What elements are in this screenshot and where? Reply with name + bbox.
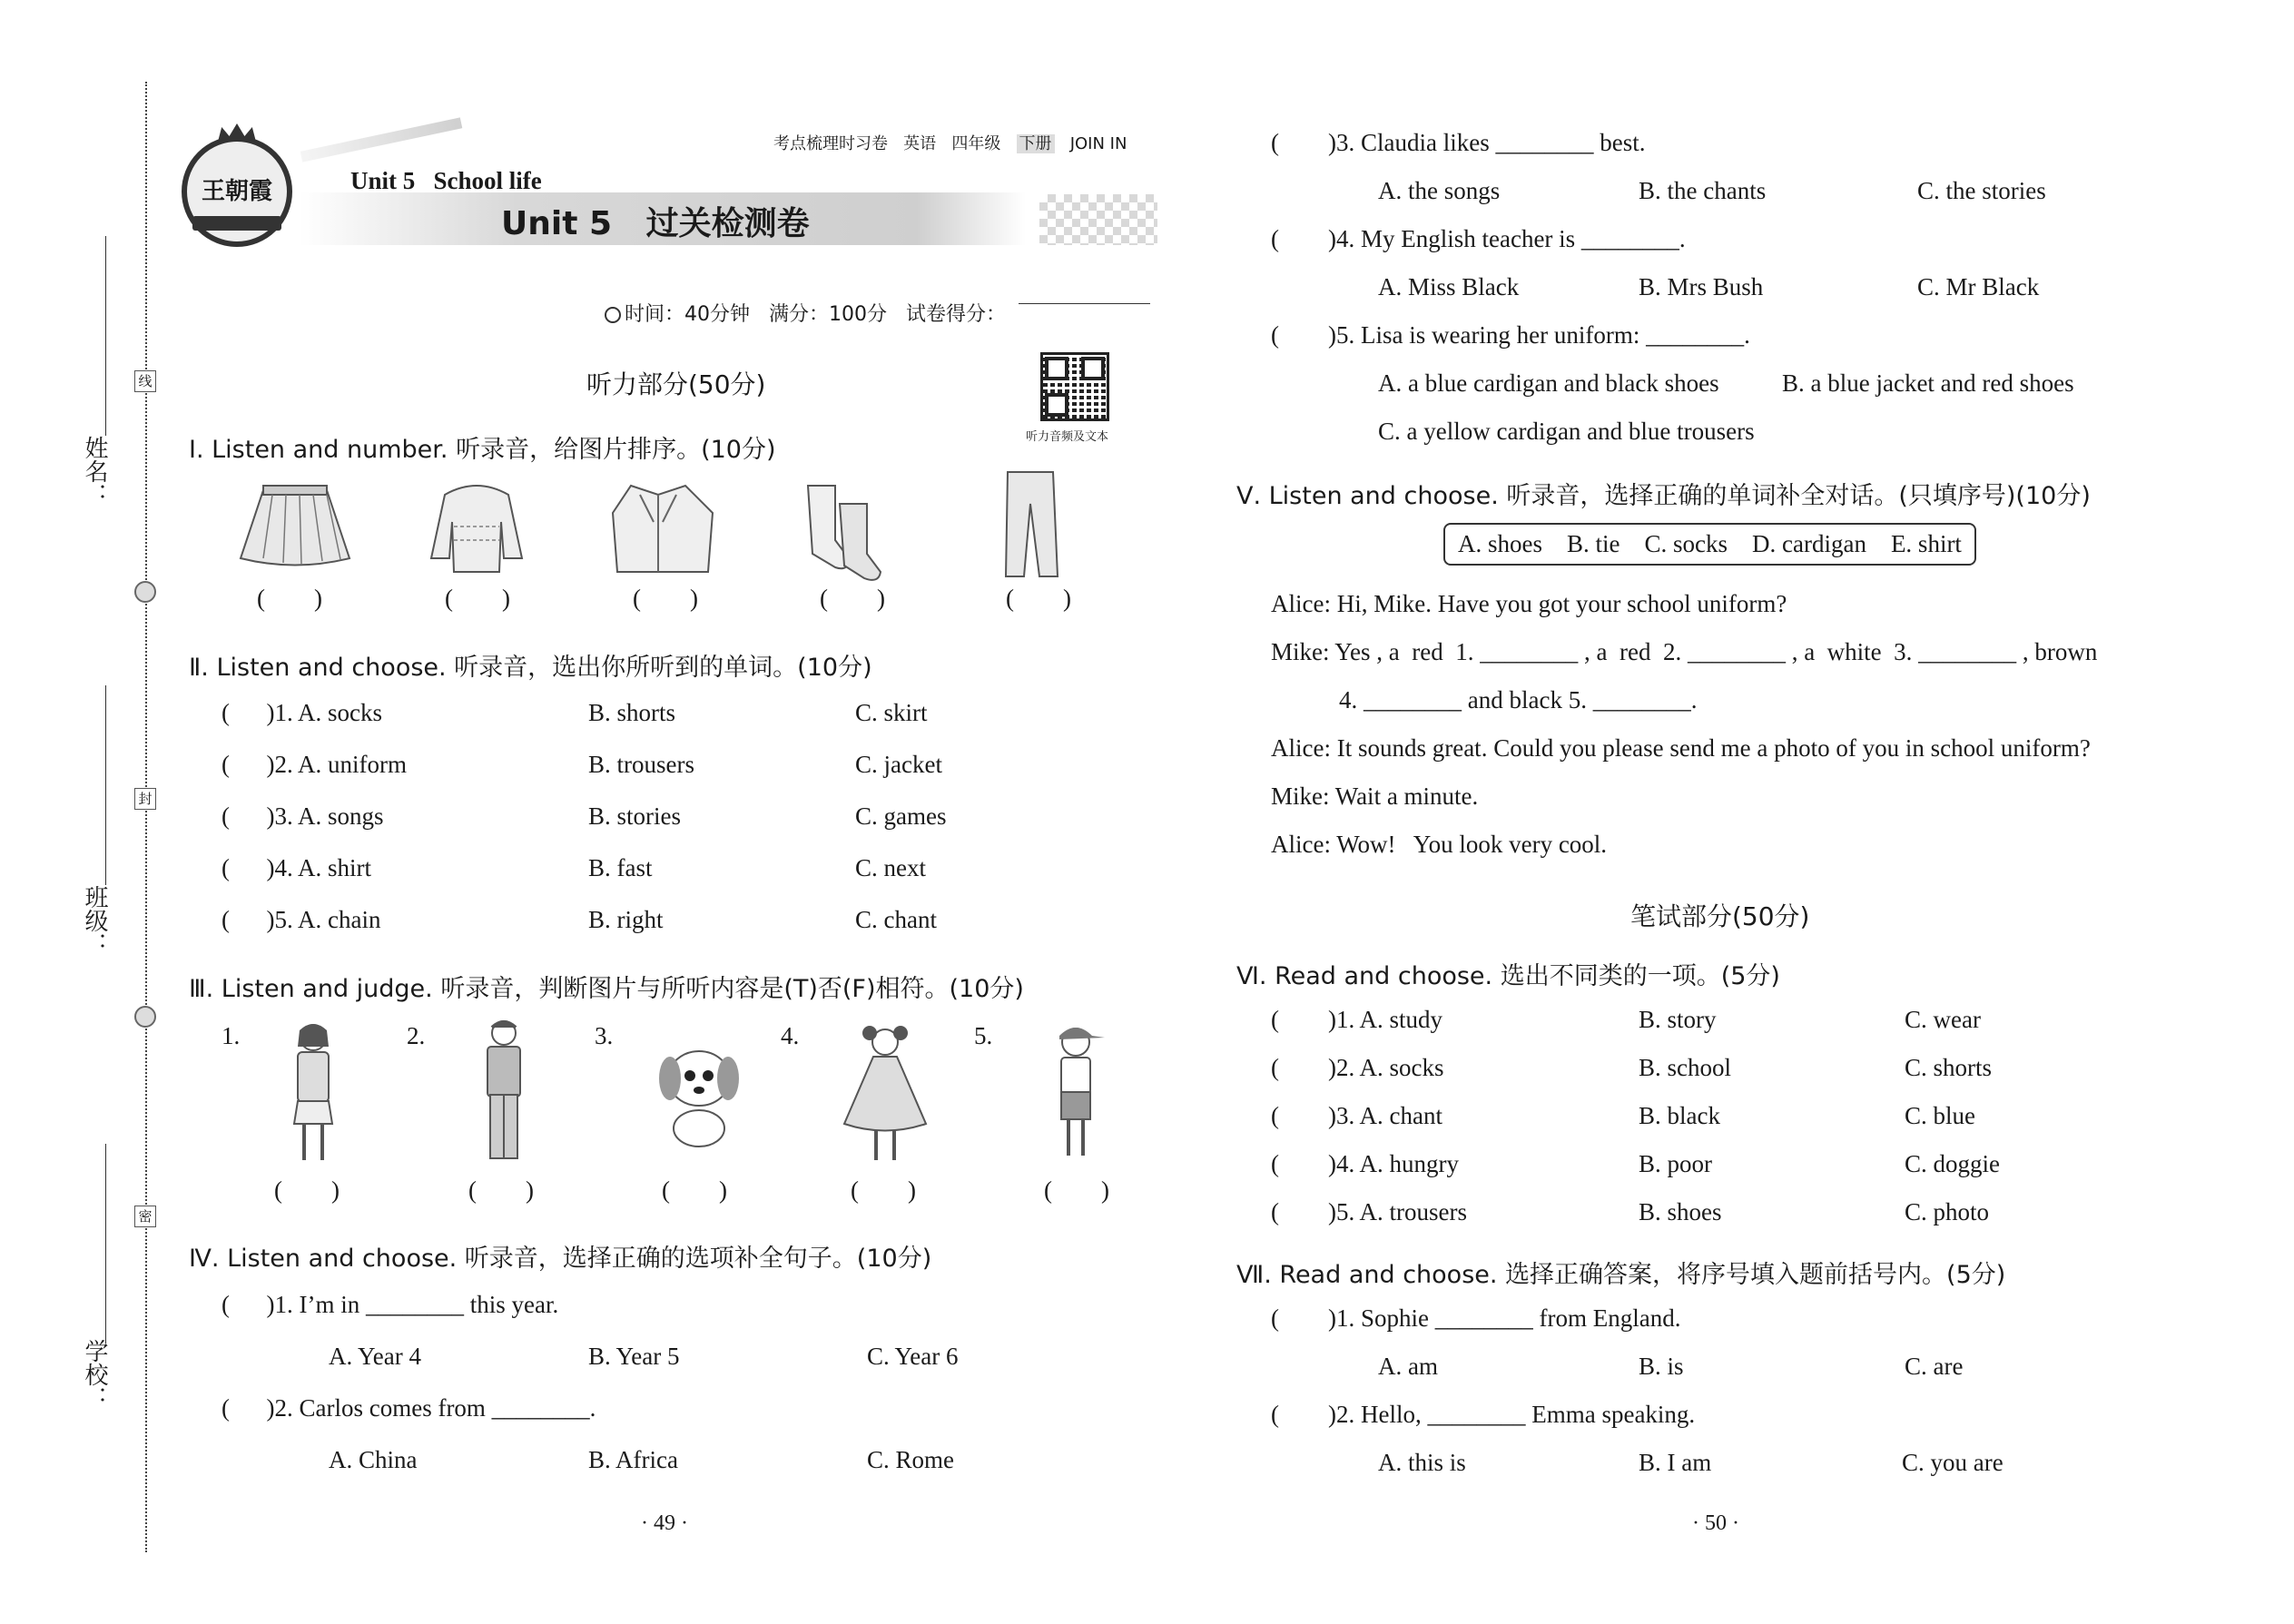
trousers-icon [1006, 472, 1058, 576]
section6-q3-b[interactable]: B. black [1639, 1102, 1720, 1129]
section2-q4[interactable]: ( )4. A. shirt [222, 854, 371, 881]
header-checker [1039, 194, 1157, 245]
section6-q5[interactable]: ( )5. A. trousers [1271, 1198, 1467, 1225]
jacket-icon [613, 486, 713, 572]
section3-images [263, 1015, 1135, 1169]
boy-in-cap-icon [1059, 1028, 1105, 1156]
section6-q5-c[interactable]: C. photo [1905, 1198, 1990, 1225]
section4-q3-a[interactable]: A. the songs [1378, 177, 1501, 204]
section6-q1-b[interactable]: B. story [1639, 1006, 1717, 1033]
section4-q2-b[interactable]: B. Africa [588, 1446, 678, 1473]
header-series-info [773, 131, 1127, 154]
section4-q2-a[interactable]: A. China [329, 1446, 418, 1473]
section6-q1-c[interactable]: C. wear [1905, 1006, 1981, 1033]
logo-crown-icon [218, 123, 256, 142]
page-number-left: · 49 · [641, 1511, 688, 1535]
header-subject: 英语 [903, 134, 937, 153]
section6-q3[interactable]: ( )3. A. chant [1271, 1102, 1442, 1129]
section7-q1-a[interactable]: A. am [1378, 1353, 1438, 1380]
binding-circle-icon [134, 1006, 156, 1028]
section3-bracket[interactable]: ( ) [1044, 1176, 1109, 1204]
section5-title: Ⅴ. Listen and choose. 听录音，选择正确的单词补全对话。(只填序号)(10分) [1236, 482, 2091, 510]
section4-q3-c[interactable]: C. the stories [1917, 177, 2046, 204]
section4-q3-b[interactable]: B. the chants [1639, 177, 1767, 204]
section2-q2-c[interactable]: C. jacket [855, 751, 942, 778]
header-term: 下册 [1017, 134, 1055, 153]
puppy-icon [659, 1051, 739, 1147]
section2-q2-b[interactable]: B. trousers [588, 751, 694, 778]
section6-q1[interactable]: ( )1. A. study [1271, 1006, 1442, 1033]
section1-images [227, 463, 1108, 586]
section7-q2-a[interactable]: A. this is [1378, 1449, 1466, 1476]
section4-q5[interactable]: ( )5. Lisa is wearing her uniform: ________. [1271, 321, 1750, 349]
section6-q3-c[interactable]: C. blue [1905, 1102, 1975, 1129]
dialogue-line-5: Mike: Wait a minute. [1271, 782, 1479, 810]
socks-icon [808, 486, 881, 580]
section2-q3-c[interactable]: C. games [855, 802, 947, 830]
section3-bracket[interactable]: ( ) [468, 1176, 534, 1204]
section3-bracket[interactable]: ( ) [851, 1176, 916, 1204]
section6-title: Ⅵ. Read and choose. 选出不同类的一项。(5分) [1236, 962, 1780, 990]
section2-q5-c[interactable]: C. chant [855, 906, 937, 933]
binding-dotted-line [145, 82, 147, 1552]
section4-q4-c[interactable]: C. Mr Black [1917, 273, 2040, 300]
header-edition: JOIN IN [1069, 134, 1127, 153]
unit-label: Unit 5 School life [350, 167, 542, 194]
section2-q1-c[interactable]: C. skirt [855, 699, 928, 726]
section2-q5[interactable]: ( )5. A. chain [222, 906, 381, 933]
binding-circle-icon [134, 581, 156, 603]
exam-meta [592, 276, 1006, 327]
section4-q5-a[interactable]: A. a blue cardigan and black shoes [1378, 369, 1719, 397]
sweater-icon [431, 486, 522, 572]
section3-number: 1. [222, 1022, 241, 1049]
header-series: 考点梳理时习卷 [773, 134, 888, 153]
section4-q4[interactable]: ( )4. My English teacher is ________. [1271, 225, 1686, 252]
binding-margin [0, 0, 163, 1624]
section6-q2[interactable]: ( )2. A. socks [1271, 1054, 1444, 1081]
page-title: Unit 5 过关检测卷 [501, 205, 810, 242]
logo-text: 王朝霞 [201, 178, 272, 205]
section6-q4-b[interactable]: B. poor [1639, 1150, 1712, 1177]
skirt-icon [241, 486, 350, 566]
section7-q2[interactable]: ( )2. Hello, ________ Emma speaking. [1271, 1401, 1696, 1428]
section1-title: Ⅰ. Listen and number. 听录音，给图片排序。(10分) [189, 436, 776, 464]
score-underline [1019, 303, 1150, 304]
school-underline [105, 1144, 106, 1343]
name-label: 姓名： [81, 436, 108, 507]
section4-q4-a[interactable]: A. Miss Black [1378, 273, 1520, 300]
section1-bracket[interactable]: ( ) [445, 585, 510, 612]
section6-q4-c[interactable]: C. doggie [1905, 1150, 2000, 1177]
dialogue-line-4: Alice: It sounds great. Could you please send me a photo of you in school uniform? [1271, 734, 2091, 762]
section2-title: Ⅱ. Listen and choose. 听录音，选出你所听到的单词。(10分) [189, 654, 872, 682]
binding-mark-line: 线 [134, 370, 156, 392]
section4-q1-a[interactable]: A. Year 4 [329, 1343, 422, 1370]
section2-q5-b[interactable]: B. right [588, 906, 664, 933]
section3-number: 4. [781, 1022, 800, 1049]
binding-mark-seal: 封 [134, 788, 156, 810]
section3-number: 3. [595, 1022, 614, 1049]
section1-bracket[interactable]: ( ) [633, 585, 698, 612]
section4-q1[interactable]: ( )1. I’m in ________ this year. [222, 1291, 559, 1318]
section1-bracket[interactable]: ( ) [257, 585, 322, 612]
section4-q5-b[interactable]: B. a blue jacket and red shoes [1782, 369, 2074, 397]
section3-bracket[interactable]: ( ) [662, 1176, 727, 1204]
section7-q1[interactable]: ( )1. Sophie ________ from England. [1271, 1304, 1681, 1332]
name-underline [105, 236, 106, 436]
exam-meta-text: 时间：40分钟 满分：100分 试卷得分： [625, 303, 1006, 326]
section6-q2-b[interactable]: B. school [1639, 1054, 1732, 1081]
section4-q2-c[interactable]: C. Rome [867, 1446, 955, 1473]
section1-bracket[interactable]: ( ) [1006, 585, 1071, 612]
girl-in-uniform-icon [294, 1024, 332, 1160]
listening-section-title: 听力部分(50分) [586, 369, 766, 399]
section2-q2[interactable]: ( )2. A. uniform [222, 751, 407, 778]
section2-q3[interactable]: ( )3. A. songs [222, 802, 384, 830]
dialogue-line-6: Alice: Wow! You look very cool. [1271, 831, 1608, 858]
logo-banner [192, 216, 281, 231]
writing-section-title: 笔试部分(50分) [1630, 901, 1810, 931]
section4-q1-b[interactable]: B. Year 5 [588, 1343, 680, 1370]
section6-q2-c[interactable]: C. shorts [1905, 1054, 1993, 1081]
girl-in-dress-icon [844, 1026, 926, 1160]
binding-mark-secret: 密 [134, 1206, 156, 1227]
dialogue-line-2[interactable]: Mike: Yes , a red 1. ________ , a red 2. ________ , a white 3. ________ , brown [1271, 638, 2098, 665]
section5-word-box: A. shoes B. tie C. socks D. cardigan E. shirt [1443, 523, 1976, 566]
section7-q1-c[interactable]: C. are [1905, 1353, 1964, 1380]
logo-badge [182, 136, 292, 247]
section6-q4[interactable]: ( )4. A. hungry [1271, 1150, 1459, 1177]
page-number-right: · 50 · [1692, 1511, 1739, 1535]
section3-bracket[interactable]: ( ) [274, 1176, 340, 1204]
section3-title: Ⅲ. Listen and judge. 听录音，判断图片与所听内容是(T)否(F)相符。(10分) [189, 975, 1024, 1003]
dialogue-line-3[interactable]: 4. ________ and black 5. ________. [1339, 686, 1698, 714]
section3-number: 2. [407, 1022, 426, 1049]
section3-number: 5. [974, 1022, 993, 1049]
dialogue-line-1: Alice: Hi, Mike. Have you got your school uniform? [1271, 590, 1787, 617]
section4-q5-c[interactable]: C. a yellow cardigan and blue trousers [1378, 418, 1755, 445]
header-grade: 四年级 [951, 134, 1001, 153]
logo-ribbon [300, 117, 463, 162]
section7-q2-c[interactable]: C. you are [1902, 1449, 2004, 1476]
section7-title: Ⅶ. Read and choose. 选择正确答案，将序号填入题前括号内。(5分) [1236, 1261, 2006, 1289]
class-label: 班级： [81, 885, 108, 956]
boy-in-suit-icon [487, 1021, 520, 1158]
section4-q1-c[interactable]: C. Year 6 [867, 1343, 959, 1370]
class-underline [105, 685, 106, 885]
section2-q1[interactable]: ( )1. A. socks [222, 699, 382, 726]
section6-q5-b[interactable]: B. shoes [1639, 1198, 1722, 1225]
section1-bracket[interactable]: ( ) [820, 585, 885, 612]
qr-code[interactable] [1040, 352, 1109, 421]
section4-title: Ⅳ. Listen and choose. 听录音，选择正确的选项补全句子。(10分) [189, 1245, 932, 1273]
section2-q3-b[interactable]: B. stories [588, 802, 682, 830]
section2-q4-c[interactable]: C. next [855, 854, 926, 881]
section4-q4-b[interactable]: B. Mrs Bush [1639, 273, 1764, 300]
section2-q1-b[interactable]: B. shorts [588, 699, 676, 726]
section2-q4-b[interactable]: B. fast [588, 854, 653, 881]
section4-q2[interactable]: ( )2. Carlos comes from ________. [222, 1394, 596, 1422]
qr-caption: 听力音频及文本 [1026, 430, 1109, 444]
section4-q3[interactable]: ( )3. Claudia likes ________ best. [1271, 129, 1646, 156]
section7-q1-b[interactable]: B. is [1639, 1353, 1684, 1380]
clock-icon [605, 307, 621, 323]
school-label: 学校： [81, 1339, 108, 1410]
section7-q2-b[interactable]: B. I am [1639, 1449, 1712, 1476]
